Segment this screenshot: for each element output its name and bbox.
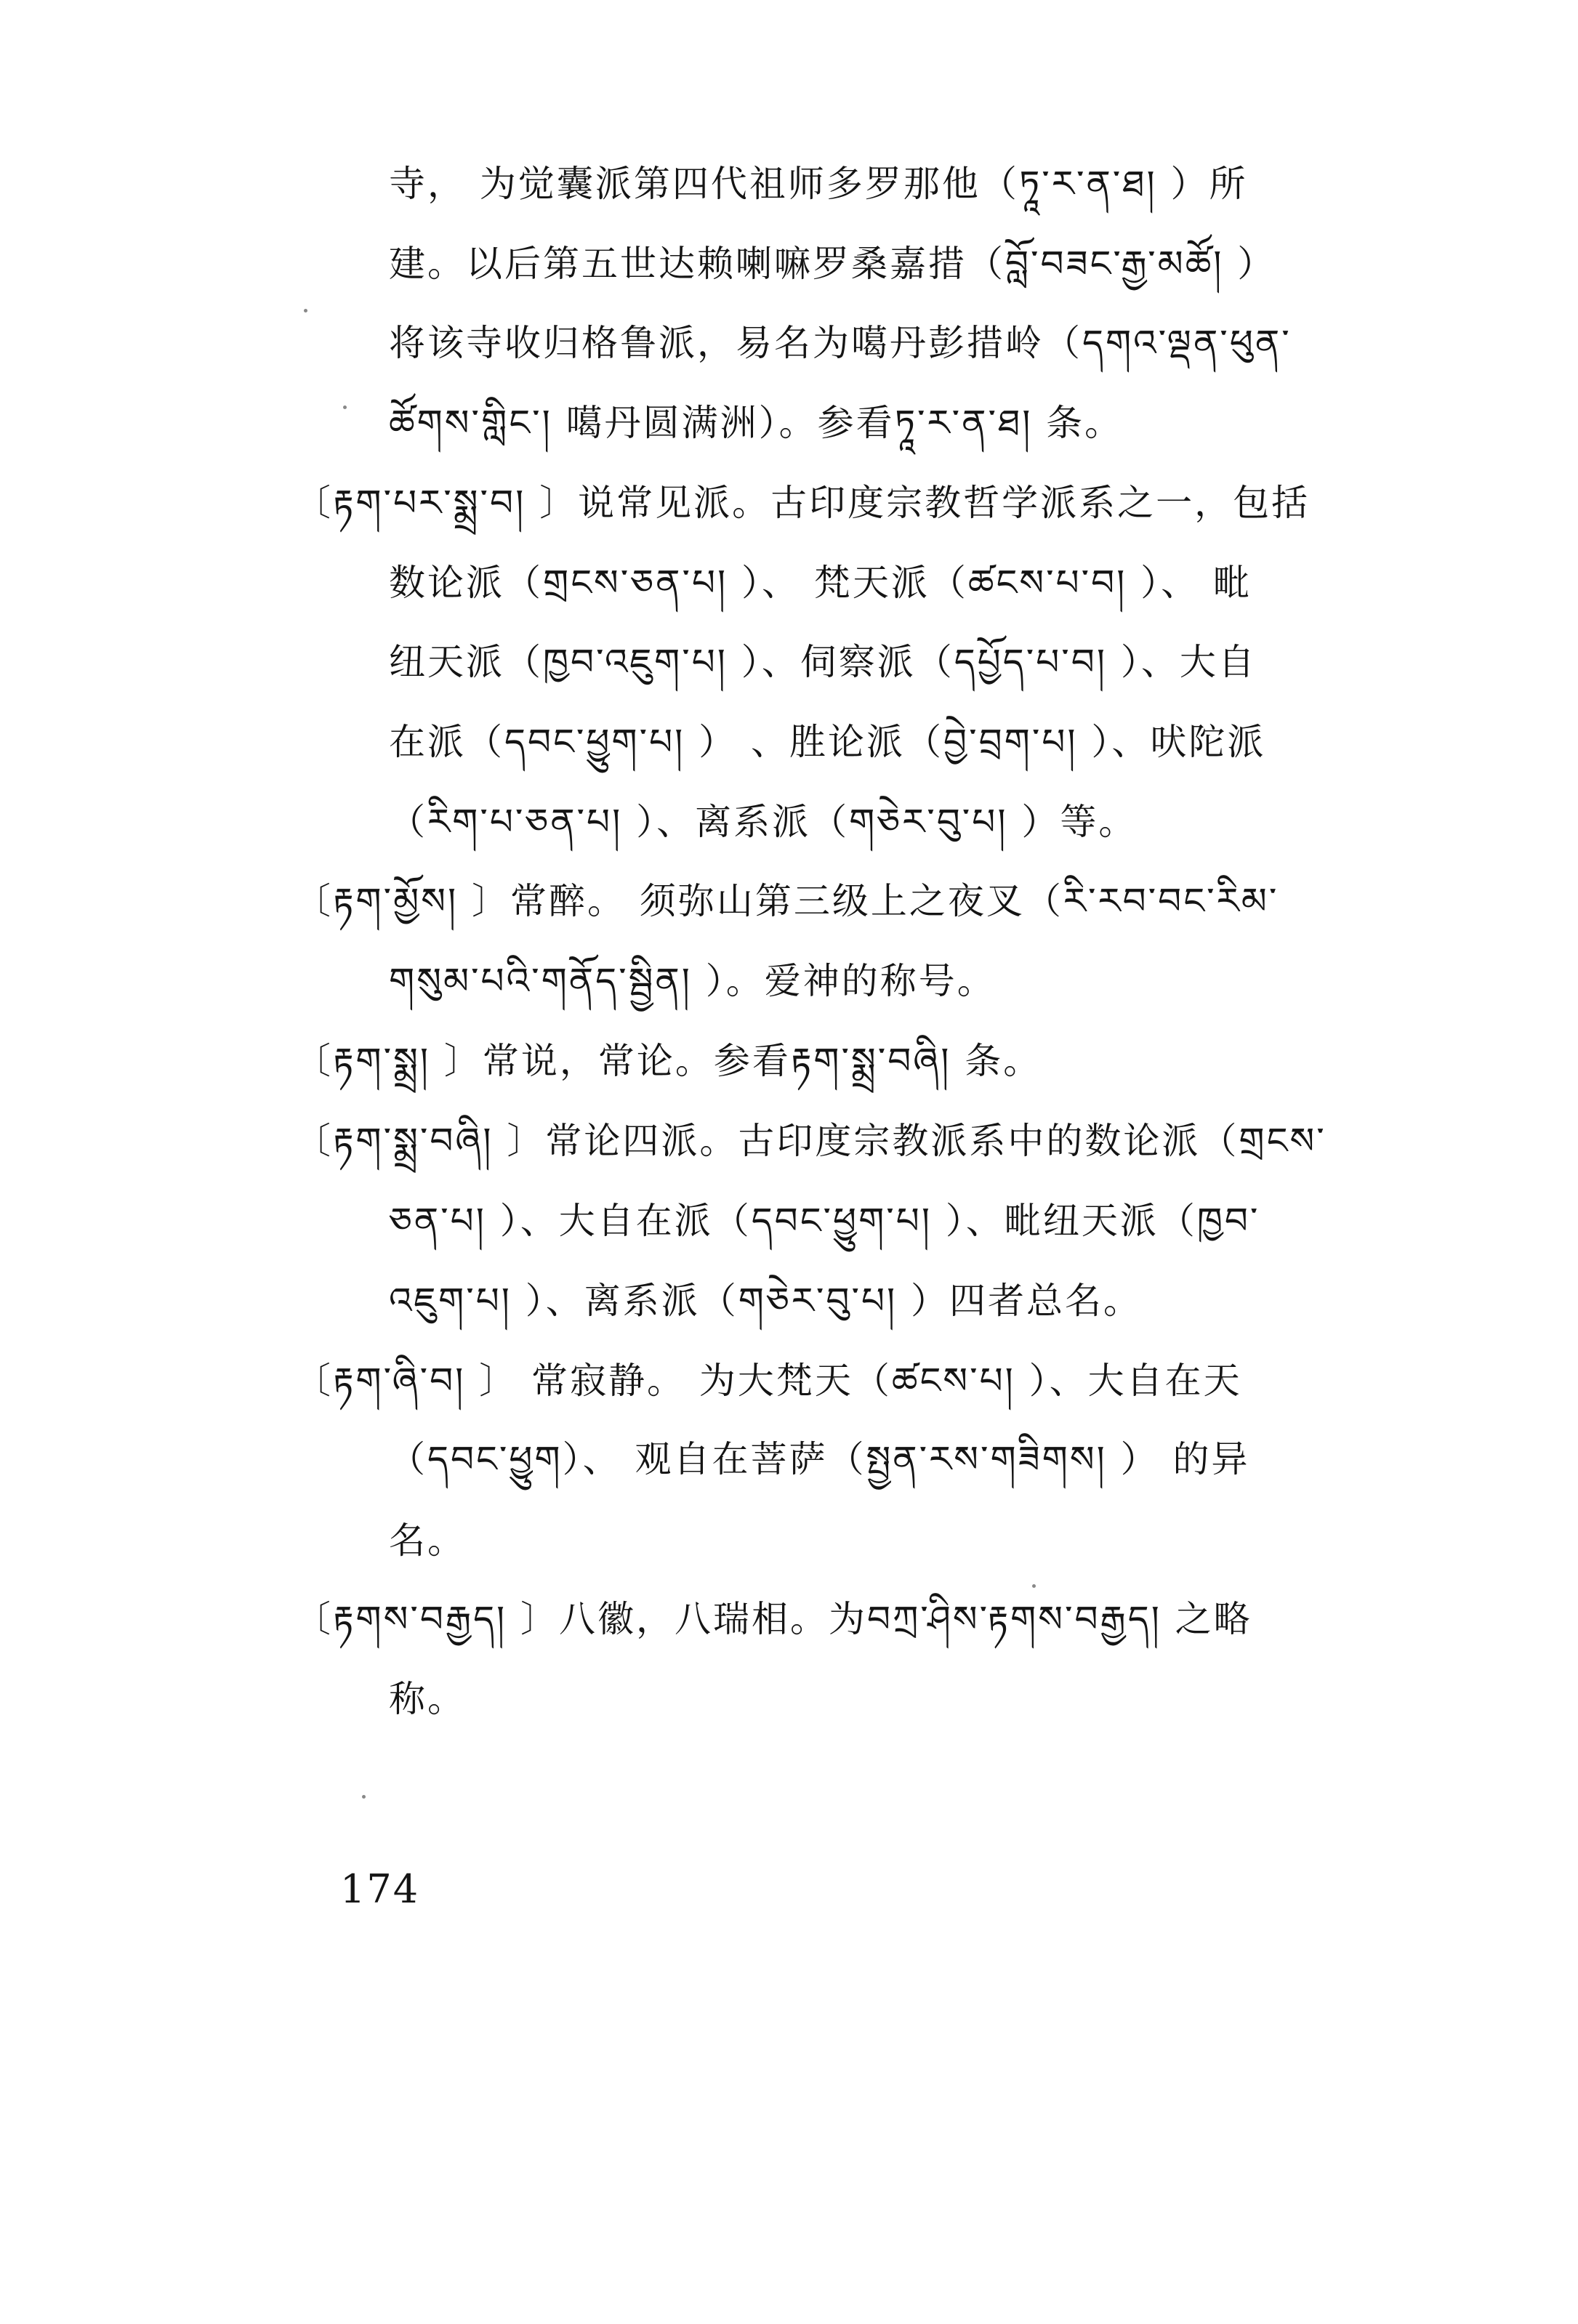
text-line-17: （དབང་ཕྱུག）、 观自在菩萨（སྤྱན་རས་གཟིགས། ） 的异 (389, 1438, 1250, 1480)
text-line-4: ཚོགས་གླིང་། 噶丹圆满洲）。参看ཏཱ་ར་ན་ཐ། 条。 (389, 402, 1124, 444)
entry-headword-line: 〔རྟགས་བརྒྱད། 〕八徽，八瑞相。为བཀྲ་ཤིས་རྟགས་བརྒྱད། 之略 (294, 1598, 1252, 1640)
text-line-6: 数论派（གྲངས་ཅན་པ། ）、 梵天派（ཚངས་པ་བ། ）、 毗 (389, 562, 1252, 604)
text-line-18: 名。 (389, 1520, 466, 1562)
text-line-11: གསུམ་པའི་གནོད་སྦྱིན། ）。爱神的称号。 (389, 960, 996, 1002)
text-line-20: 称。 (389, 1678, 466, 1720)
page-number: 174 (340, 1866, 420, 1912)
scan-speck (343, 406, 347, 409)
entry-headword-line: 〔རྟག་པར་སྨྲ་བ། 〕说常见派。古印度宗教哲学派系之一，包括 (294, 482, 1311, 524)
entry-headword-line: 〔རྟག་མྱོས། 〕常醉。 须弥山第三级上之夜叉（རི་རབ་བང་རིམ་ (294, 880, 1279, 922)
entry-headword-line: 〔རྟག་ཞི་བ། 〕 常寂静。 为大梵天（ཚངས་པ། ）、大自在天 (294, 1360, 1242, 1402)
text-line-7: 纽天派（ཁྱབ་འཇུག་པ། ）、伺察派（དཔྱོད་པ་བ། ）、大自 (389, 641, 1257, 683)
text-line-15: འཇུག་པ། ）、离系派（གཅེར་བུ་པ། ）四者总名。 (389, 1280, 1142, 1322)
entry-headword-line: 〔རྟག་སྨྲ། 〕常说，常论。参看རྟག་སྨྲ་བཞི། 条。 (294, 1040, 1042, 1082)
text-line-2: 建。以后第五世达赖喇嘛罗桑嘉措（བློ་བཟང་རྒྱ་མཚོ། ） (389, 243, 1276, 285)
text-line-9: （རིག་པ་ཅན་པ། ）、离系派（གཅེར་བུ་པ། ）等。 (389, 801, 1138, 843)
text-line-3: 将该寺收归格鲁派，易名为噶丹彭措岭（དགའ་ལྡན་ཕུན་ (389, 322, 1292, 364)
text-line-8: 在派（དབང་ཕྱུག་པ། ） 、胜论派（བྱེ་བྲག་པ། ）、吠陀派 (389, 721, 1266, 763)
text-line-1: 寺， 为觉囊派第四代祖师多罗那他（ཏཱ་ར་ན་ཐ། ）所 (389, 163, 1248, 205)
scan-speck (304, 309, 307, 312)
entry-headword-line: 〔རྟག་སྨྲ་བཞི། 〕常论四派。古印度宗教派系中的数论派（གྲངས་ (294, 1120, 1327, 1162)
scan-speck (362, 1795, 366, 1799)
scan-speck (1032, 1584, 1036, 1588)
text-line-14: ཅན་པ། ）、大自在派（དབང་ཕྱུག་པ། ）、毗纽天派（ཁྱབ་ (389, 1200, 1260, 1242)
